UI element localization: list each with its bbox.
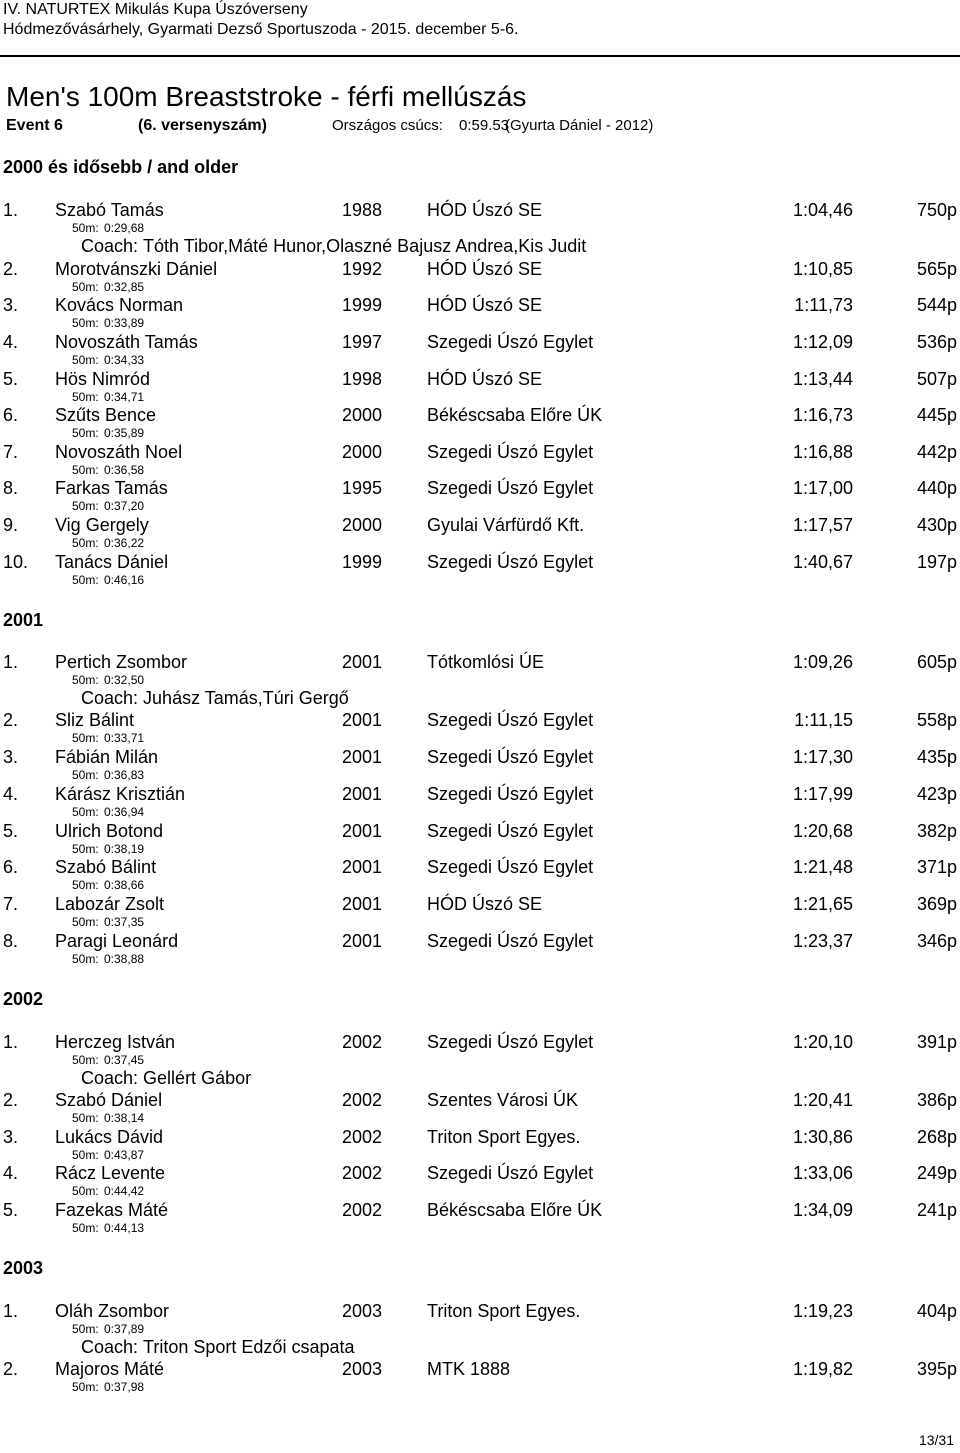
- split-time: [72, 768, 144, 782]
- fina-points: 268p: [916, 1127, 957, 1147]
- swimmer-name: Sliz Bálint: [55, 710, 135, 730]
- club-name: HÓD Úszó SE: [427, 259, 543, 279]
- final-time: 1:16,88: [792, 442, 853, 462]
- split-time: [72, 573, 144, 587]
- split-label: 50m:: [72, 1380, 99, 1394]
- club-name: Békéscsaba Előre ÚK: [427, 405, 603, 425]
- fina-points: 435p: [916, 747, 957, 767]
- club-name: Szegedi Úszó Egylet: [427, 931, 594, 951]
- national-record-holder: (Gyurta Dániel - 2012): [505, 117, 654, 134]
- result-place: 5.: [3, 369, 19, 389]
- result-place: 1.: [3, 200, 19, 220]
- split-time: [72, 499, 144, 513]
- coach-names: Tóth Tibor,Máté Hunor,Olaszné Bajusz Andrea,Kis Judit: [143, 236, 587, 256]
- fina-points: 558p: [916, 710, 957, 730]
- result-row: [0, 783, 960, 805]
- split-value: 0:32,50: [104, 673, 145, 687]
- fina-points: 605p: [916, 652, 957, 672]
- result-place: 2.: [3, 1359, 19, 1379]
- coach-label: Coach:: [81, 1068, 139, 1088]
- split-value: 0:36,94: [104, 805, 145, 819]
- swimmer-name: Szabó Dániel: [55, 1090, 163, 1110]
- result-row: [0, 514, 960, 536]
- split-label: 50m:: [72, 499, 99, 513]
- birth-year: 2002: [342, 1032, 383, 1052]
- club-name: Szentes Városi ÚK: [427, 1090, 579, 1110]
- split-label: 50m:: [72, 842, 99, 856]
- result-row: [0, 930, 960, 952]
- birth-year: 2002: [342, 1163, 383, 1183]
- split-label: 50m:: [72, 221, 99, 235]
- split-label: 50m:: [72, 915, 99, 929]
- result-row: [0, 1358, 960, 1380]
- fina-points: 544p: [916, 295, 957, 315]
- final-time: 1:13,44: [792, 369, 853, 389]
- result-row: [0, 1199, 960, 1221]
- fina-points: 241p: [916, 1200, 957, 1220]
- birth-year: 2001: [342, 747, 383, 767]
- split-value: 0:29,68: [104, 221, 145, 235]
- swimmer-name: Fazekas Máté: [55, 1200, 169, 1220]
- birth-year: 1988: [342, 200, 383, 220]
- birth-year: 2000: [342, 515, 383, 535]
- final-time: 1:17,00: [792, 478, 853, 498]
- club-name: Szegedi Úszó Egylet: [427, 821, 594, 841]
- split-value: 0:34,71: [104, 390, 145, 404]
- split-time: [72, 536, 144, 550]
- split-time: [72, 1221, 144, 1235]
- fina-points: 750p: [916, 200, 957, 220]
- result-place: 1.: [3, 652, 19, 672]
- result-place: 6.: [3, 405, 19, 425]
- final-time: 1:21,48: [792, 857, 853, 877]
- fina-points: 404p: [916, 1301, 957, 1321]
- split-value: 0:32,85: [104, 280, 145, 294]
- split-label: 50m:: [72, 463, 99, 477]
- event-number: Event 6: [6, 117, 63, 134]
- final-time: 1:23,37: [792, 931, 853, 951]
- birth-year: 2001: [342, 652, 383, 672]
- split-value: 0:35,89: [104, 426, 145, 440]
- split-label: 50m:: [72, 1111, 99, 1125]
- split-value: 0:38,14: [104, 1111, 145, 1125]
- final-time: 1:11,73: [794, 295, 853, 315]
- coach-label: Coach:: [81, 688, 139, 708]
- club-name: Szegedi Úszó Egylet: [427, 552, 594, 572]
- fina-points: 445p: [916, 405, 957, 425]
- final-time: 1:40,67: [792, 552, 853, 572]
- event-title: Men's 100m Breaststroke - férfi mellúszás: [6, 81, 527, 112]
- split-value: 0:36,83: [104, 768, 145, 782]
- fina-points: 369p: [916, 894, 957, 914]
- result-row: [0, 199, 960, 221]
- split-value: 0:37,89: [104, 1322, 145, 1336]
- final-time: 1:09,26: [792, 652, 853, 672]
- birth-year: 1997: [342, 332, 383, 352]
- club-name: Szegedi Úszó Egylet: [427, 784, 594, 804]
- fina-points: 395p: [916, 1359, 957, 1379]
- result-row: [0, 856, 960, 878]
- birth-year: 2002: [342, 1090, 383, 1110]
- split-value: 0:37,45: [104, 1053, 145, 1067]
- result-row: [0, 441, 960, 463]
- fina-points: 346p: [916, 931, 957, 951]
- fina-points: 565p: [916, 259, 957, 279]
- fina-points: 386p: [916, 1090, 957, 1110]
- header-divider: [0, 55, 960, 57]
- birth-year: 2002: [342, 1200, 383, 1220]
- swimmer-name: Vig Gergely: [55, 515, 149, 535]
- age-group-heading: 2003: [3, 1258, 44, 1278]
- split-time: [72, 842, 144, 856]
- split-label: 50m:: [72, 316, 99, 330]
- split-label: 50m:: [72, 1053, 99, 1067]
- club-name: HÓD Úszó SE: [427, 295, 543, 315]
- result-row: [0, 1031, 960, 1053]
- result-row: [0, 1162, 960, 1184]
- split-label: 50m:: [72, 768, 99, 782]
- split-label: 50m:: [72, 731, 99, 745]
- split-value: 0:37,98: [104, 1380, 145, 1394]
- split-value: 0:36,22: [104, 536, 145, 550]
- split-time: [72, 426, 144, 440]
- split-value: 0:43,87: [104, 1148, 145, 1162]
- split-time: [72, 280, 144, 294]
- result-row: [0, 368, 960, 390]
- split-value: 0:33,71: [104, 731, 145, 745]
- club-name: Szegedi Úszó Egylet: [427, 1032, 594, 1052]
- split-label: 50m:: [72, 673, 99, 687]
- final-time: 1:33,06: [792, 1163, 853, 1183]
- result-row: [0, 404, 960, 426]
- result-place: 10.: [3, 552, 29, 572]
- result-place: 3.: [3, 1127, 19, 1147]
- split-label: 50m:: [72, 390, 99, 404]
- birth-year: 2000: [342, 442, 383, 462]
- club-name: Szegedi Úszó Egylet: [427, 1163, 594, 1183]
- club-name: Triton Sport Egyes.: [427, 1301, 581, 1321]
- club-name: Szegedi Úszó Egylet: [427, 747, 594, 767]
- split-value: 0:34,33: [104, 353, 145, 367]
- split-label: 50m:: [72, 1221, 99, 1235]
- birth-year: 2001: [342, 894, 383, 914]
- split-value: 0:38,88: [104, 952, 145, 966]
- result-row: [0, 709, 960, 731]
- result-row: [0, 893, 960, 915]
- birth-year: 1999: [342, 295, 383, 315]
- result-place: 4.: [3, 784, 19, 804]
- swimmer-name: Ulrich Botond: [55, 821, 164, 841]
- swimmer-name: Novoszáth Tamás: [55, 332, 198, 352]
- meet-venue-date: Hódmezővásárhely, Gyarmati Dezső Sportuszoda - 2015. december 5-6.: [3, 21, 519, 38]
- club-name: Szegedi Úszó Egylet: [427, 332, 594, 352]
- final-time: 1:19,82: [792, 1359, 853, 1379]
- final-time: 1:20,41: [792, 1090, 853, 1110]
- result-place: 3.: [3, 747, 19, 767]
- fina-points: 382p: [916, 821, 957, 841]
- swimmer-name: Paragi Leonárd: [55, 931, 179, 951]
- swimmer-name: Novoszáth Noel: [55, 442, 183, 462]
- result-place: 2.: [3, 259, 19, 279]
- final-time: 1:20,68: [792, 821, 853, 841]
- result-row: [0, 331, 960, 353]
- coach-names: Triton Sport Edzői csapata: [143, 1337, 355, 1357]
- birth-year: 2003: [342, 1359, 383, 1379]
- swimmer-name: Morotvánszki Dániel: [55, 259, 218, 279]
- fina-points: 423p: [916, 784, 957, 804]
- birth-year: 2001: [342, 857, 383, 877]
- national-record-label: Országos csúcs:: [332, 117, 443, 134]
- result-place: 7.: [3, 894, 19, 914]
- result-row: [0, 551, 960, 573]
- split-label: 50m:: [72, 952, 99, 966]
- fina-points: 197p: [916, 552, 957, 572]
- final-time: 1:04,46: [792, 200, 853, 220]
- final-time: 1:12,09: [792, 332, 853, 352]
- coach-line: [81, 1067, 251, 1089]
- coach-label: Coach:: [81, 236, 139, 256]
- result-place: 8.: [3, 478, 19, 498]
- swimmer-name: Pertich Zsombor: [55, 652, 188, 672]
- result-row: [0, 746, 960, 768]
- fina-points: 507p: [916, 369, 957, 389]
- birth-year: 2001: [342, 710, 383, 730]
- swimmer-name: Kárász Krisztián: [55, 784, 186, 804]
- swimmer-name: Kovács Norman: [55, 295, 184, 315]
- fina-points: 440p: [916, 478, 957, 498]
- final-time: 1:19,23: [792, 1301, 853, 1321]
- result-place: 1.: [3, 1301, 19, 1321]
- birth-year: 1999: [342, 552, 383, 572]
- split-value: 0:38,66: [104, 878, 145, 892]
- result-place: 1.: [3, 1032, 19, 1052]
- page-number: 13/31: [918, 1432, 954, 1448]
- split-time: [72, 952, 144, 966]
- club-name: Triton Sport Egyes.: [427, 1127, 581, 1147]
- split-time: [72, 1111, 144, 1125]
- split-time: [72, 353, 144, 367]
- result-row: [0, 294, 960, 316]
- split-value: 0:38,19: [104, 842, 145, 856]
- split-time: [72, 673, 144, 687]
- event-info-line: [6, 116, 946, 136]
- fina-points: 536p: [916, 332, 957, 352]
- split-value: 0:44,13: [104, 1221, 145, 1235]
- fina-points: 391p: [916, 1032, 957, 1052]
- split-time: [72, 1053, 144, 1067]
- swimmer-name: Szabó Tamás: [55, 200, 164, 220]
- final-time: 1:30,86: [792, 1127, 853, 1147]
- birth-year: 1995: [342, 478, 383, 498]
- club-name: Szegedi Úszó Egylet: [427, 857, 594, 877]
- split-time: [72, 878, 144, 892]
- swimmer-name: Lukács Dávid: [55, 1127, 164, 1147]
- split-time: [72, 731, 144, 745]
- club-name: HÓD Úszó SE: [427, 369, 543, 389]
- result-place: 9.: [3, 515, 19, 535]
- split-time: [72, 390, 144, 404]
- split-label: 50m:: [72, 878, 99, 892]
- split-label: 50m:: [72, 280, 99, 294]
- national-record-time: 0:59.53: [459, 117, 510, 134]
- result-row: [0, 1126, 960, 1148]
- split-label: 50m:: [72, 1184, 99, 1198]
- result-row: [0, 477, 960, 499]
- swimmer-name: Oláh Zsombor: [55, 1301, 170, 1321]
- swimmer-name: Herczeg István: [55, 1032, 176, 1052]
- club-name: Szegedi Úszó Egylet: [427, 442, 594, 462]
- split-label: 50m:: [72, 353, 99, 367]
- result-place: 5.: [3, 1200, 19, 1220]
- split-value: 0:36,58: [104, 463, 145, 477]
- swimmer-name: Hös Nimród: [55, 369, 151, 389]
- final-time: 1:17,30: [792, 747, 853, 767]
- coach-line: [81, 1336, 355, 1358]
- split-label: 50m:: [72, 1148, 99, 1162]
- split-label: 50m:: [72, 805, 99, 819]
- swimmer-name: Labozár Zsolt: [55, 894, 165, 914]
- club-name: Gyulai Várfürdő Kft.: [427, 515, 585, 535]
- club-name: Békéscsaba Előre ÚK: [427, 1200, 603, 1220]
- result-row: [0, 1300, 960, 1322]
- final-time: 1:34,09: [792, 1200, 853, 1220]
- split-value: 0:33,89: [104, 316, 145, 330]
- result-place: 2.: [3, 1090, 19, 1110]
- coach-line: [81, 235, 586, 257]
- coach-names: Gellért Gábor: [143, 1068, 252, 1088]
- club-name: HÓD Úszó SE: [427, 894, 543, 914]
- split-value: 0:44,42: [104, 1184, 145, 1198]
- fina-points: 371p: [916, 857, 957, 877]
- split-time: [72, 1184, 144, 1198]
- birth-year: 1992: [342, 259, 383, 279]
- coach-label: Coach:: [81, 1337, 139, 1357]
- split-time: [72, 1380, 144, 1394]
- result-place: 8.: [3, 931, 19, 951]
- split-label: 50m:: [72, 573, 99, 587]
- split-time: [72, 463, 144, 477]
- final-time: 1:21,65: [792, 894, 853, 914]
- birth-year: 1998: [342, 369, 383, 389]
- final-time: 1:10,85: [792, 259, 853, 279]
- meet-title: IV. NATURTEX Mikulás Kupa Úszóverseny: [3, 1, 308, 18]
- fina-points: 442p: [916, 442, 957, 462]
- split-label: 50m:: [72, 426, 99, 440]
- event-number-hu: (6. versenyszám): [138, 117, 267, 134]
- coach-line: [81, 687, 349, 709]
- swimmer-name: Szabó Bálint: [55, 857, 157, 877]
- result-row: [0, 1089, 960, 1111]
- swimmer-name: Tanács Dániel: [55, 552, 169, 572]
- club-name: MTK 1888: [427, 1359, 511, 1379]
- result-place: 5.: [3, 821, 19, 841]
- birth-year: 2001: [342, 784, 383, 804]
- age-group-heading: 2001: [3, 610, 44, 630]
- split-time: [72, 1148, 144, 1162]
- split-time: [72, 805, 144, 819]
- split-time: [72, 1322, 144, 1336]
- final-time: 1:17,57: [792, 515, 853, 535]
- birth-year: 2000: [342, 405, 383, 425]
- final-time: 1:16,73: [792, 405, 853, 425]
- swimmer-name: Szűts Bence: [55, 405, 157, 425]
- birth-year: 2001: [342, 821, 383, 841]
- fina-points: 430p: [916, 515, 957, 535]
- result-place: 7.: [3, 442, 19, 462]
- club-name: Szegedi Úszó Egylet: [427, 478, 594, 498]
- split-label: 50m:: [72, 1322, 99, 1336]
- result-row: [0, 651, 960, 673]
- result-row: [0, 820, 960, 842]
- final-time: 1:17,99: [792, 784, 853, 804]
- split-value: 0:46,16: [104, 573, 145, 587]
- split-time: [72, 316, 144, 330]
- birth-year: 2002: [342, 1127, 383, 1147]
- split-value: 0:37,35: [104, 915, 145, 929]
- age-group-heading: 2000 és idősebb / and older: [3, 157, 239, 177]
- split-time: [72, 221, 144, 235]
- final-time: 1:11,15: [794, 710, 853, 730]
- swimmer-name: Rácz Levente: [55, 1163, 166, 1183]
- fina-points: 249p: [916, 1163, 957, 1183]
- result-place: 6.: [3, 857, 19, 877]
- club-name: Szegedi Úszó Egylet: [427, 710, 594, 730]
- age-group-heading: 2002: [3, 989, 44, 1009]
- club-name: Tótkomlósi ÚE: [427, 652, 545, 672]
- swimmer-name: Majoros Máté: [55, 1359, 165, 1379]
- result-place: 4.: [3, 332, 19, 352]
- birth-year: 2003: [342, 1301, 383, 1321]
- result-place: 4.: [3, 1163, 19, 1183]
- split-label: 50m:: [72, 536, 99, 550]
- club-name: HÓD Úszó SE: [427, 200, 543, 220]
- result-place: 2.: [3, 710, 19, 730]
- result-place: 3.: [3, 295, 19, 315]
- result-row: [0, 258, 960, 280]
- final-time: 1:20,10: [792, 1032, 853, 1052]
- split-time: [72, 915, 144, 929]
- swimmer-name: Farkas Tamás: [55, 478, 168, 498]
- split-value: 0:37,20: [104, 499, 145, 513]
- birth-year: 2001: [342, 931, 383, 951]
- coach-names: Juhász Tamás,Túri Gergő: [143, 688, 349, 708]
- swimmer-name: Fábián Milán: [55, 747, 159, 767]
